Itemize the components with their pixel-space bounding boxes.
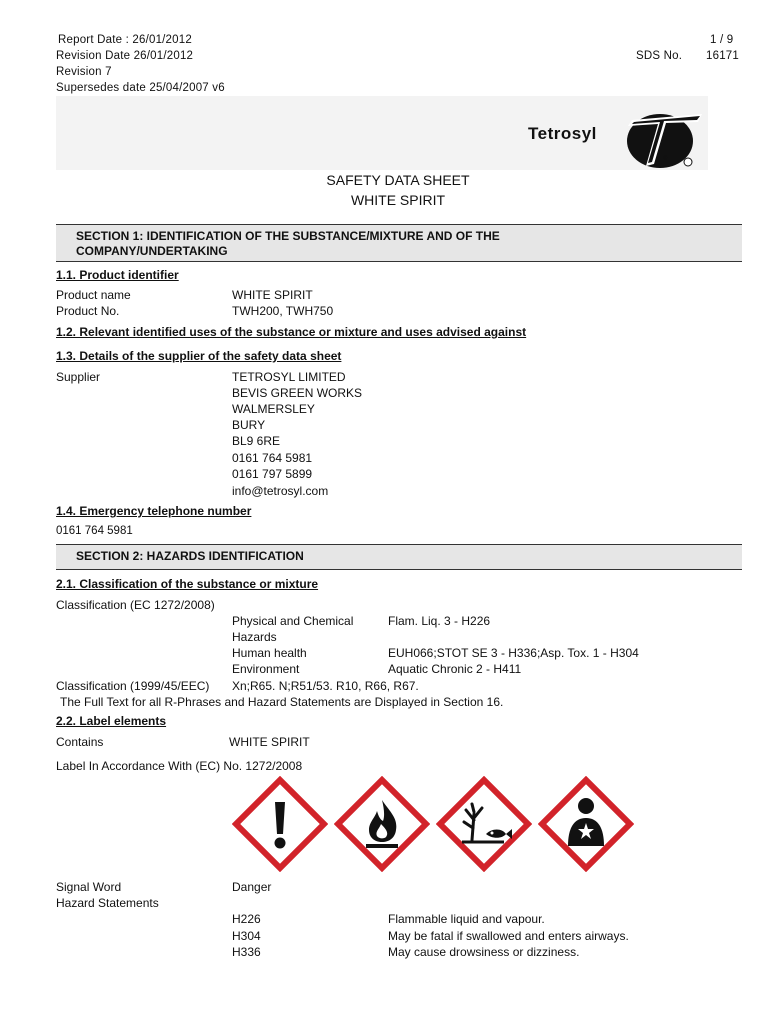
class-row-label: Hazards — [232, 630, 277, 644]
revision: Revision 7 — [56, 66, 112, 78]
label-accordance: Label In Accordance With (EC) No. 1272/2008 — [56, 759, 303, 773]
classification-ec-label: Classification (EC 1272/2008) — [56, 598, 215, 612]
subsection-1-4: 1.4. Emergency telephone number — [56, 504, 252, 518]
supplier-phone: 0161 797 5899 — [232, 467, 313, 481]
classification-eec-value: Xn;R65. N;R51/53. R10, R66, R67. — [232, 679, 419, 693]
product-name-label: Product name — [56, 288, 131, 302]
emergency-phone: 0161 764 5981 — [56, 525, 133, 537]
class-row-value: Aquatic Chronic 2 - H411 — [388, 662, 522, 676]
subsection-2-2: 2.2. Label elements — [56, 714, 167, 728]
hazard-text: Flammable liquid and vapour. — [388, 912, 545, 926]
class-row-label: Human health — [232, 646, 307, 660]
logo-banner — [56, 96, 708, 170]
hazard-code: H336 — [232, 945, 261, 959]
supplier-email: info@tetrosyl.com — [232, 484, 329, 498]
subsection-1-3: 1.3. Details of the supplier of the safety data sheet — [56, 349, 342, 363]
revision-date: Revision Date 26/01/2012 — [56, 50, 194, 62]
full-text-note: The Full Text for all R-Phrases and Hazard Statements are Displayed in Section 16. — [60, 695, 504, 709]
registered-mark: ® — [663, 156, 668, 162]
product-no: TWH200, TWH750 — [232, 304, 334, 318]
sds-number: 16171 — [706, 50, 739, 62]
class-row-label: Physical and Chemical — [232, 614, 354, 628]
class-row-value: EUH066;STOT SE 3 - H336;Asp. Tox. 1 - H304 — [388, 646, 639, 660]
environment-icon — [436, 776, 532, 872]
hazard-code: H304 — [232, 929, 261, 943]
class-row-value: Flam. Liq. 3 - H226 — [388, 614, 491, 628]
brand-name: Tetrosyl — [528, 124, 597, 143]
flame-icon — [334, 776, 430, 872]
contains-value: WHITE SPIRIT — [229, 735, 310, 749]
supplier-line: WALMERSLEY — [232, 402, 315, 416]
exclamation-mark-icon — [232, 776, 328, 872]
subsection-2-1: 2.1. Classification of the substance or mixture — [56, 577, 319, 591]
supplier-line: BL9 6RE — [232, 434, 281, 448]
product-name: WHITE SPIRIT — [232, 288, 313, 302]
signal-word: Danger — [232, 880, 272, 894]
hazard-code: H226 — [232, 912, 261, 926]
supplier-line: TETROSYL LIMITED — [232, 370, 346, 384]
sds-label: SDS No. — [636, 50, 683, 62]
subsection-1-2: 1.2. Relevant identified uses of the substance or mixture and uses advised against — [56, 325, 527, 339]
section2-header — [56, 544, 742, 570]
section2-heading: SECTION 2: HAZARDS IDENTIFICATION — [76, 549, 304, 563]
document-title: SAFETY DATA SHEET — [326, 172, 470, 188]
supersedes-date: Supersedes date 25/04/2007 v6 — [56, 82, 225, 94]
section1-heading-line2: COMPANY/UNDERTAKING — [76, 244, 228, 258]
subsection-1-1: 1.1. Product identifier — [56, 268, 179, 282]
report-date: Report Date : 26/01/2012 — [58, 34, 192, 46]
supplier-label: Supplier — [56, 370, 101, 384]
supplier-line: BEVIS GREEN WORKS — [232, 386, 363, 400]
classification-eec-label: Classification (1999/45/EEC) — [56, 679, 210, 693]
hazard-text: May be fatal if swallowed and enters airways. — [388, 929, 629, 943]
section1-heading-line1: SECTION 1: IDENTIFICATION OF THE SUBSTANCE/MIXTURE AND OF THE — [76, 229, 500, 243]
page-number: 1 / 9 — [710, 34, 734, 46]
product-no-label: Product No. — [56, 304, 120, 318]
health-hazard-icon — [538, 776, 634, 872]
product-title: WHITE SPIRIT — [350, 192, 446, 208]
hazard-statements-label: Hazard Statements — [56, 896, 159, 910]
hazard-text: May cause drowsiness or dizziness. — [388, 945, 580, 959]
signal-word-label: Signal Word — [56, 880, 122, 894]
contains-label: Contains — [56, 735, 104, 749]
supplier-line: BURY — [232, 418, 266, 432]
supplier-phone: 0161 764 5981 — [232, 451, 313, 465]
section1-header — [56, 224, 742, 262]
class-row-label: Environment — [232, 662, 300, 676]
